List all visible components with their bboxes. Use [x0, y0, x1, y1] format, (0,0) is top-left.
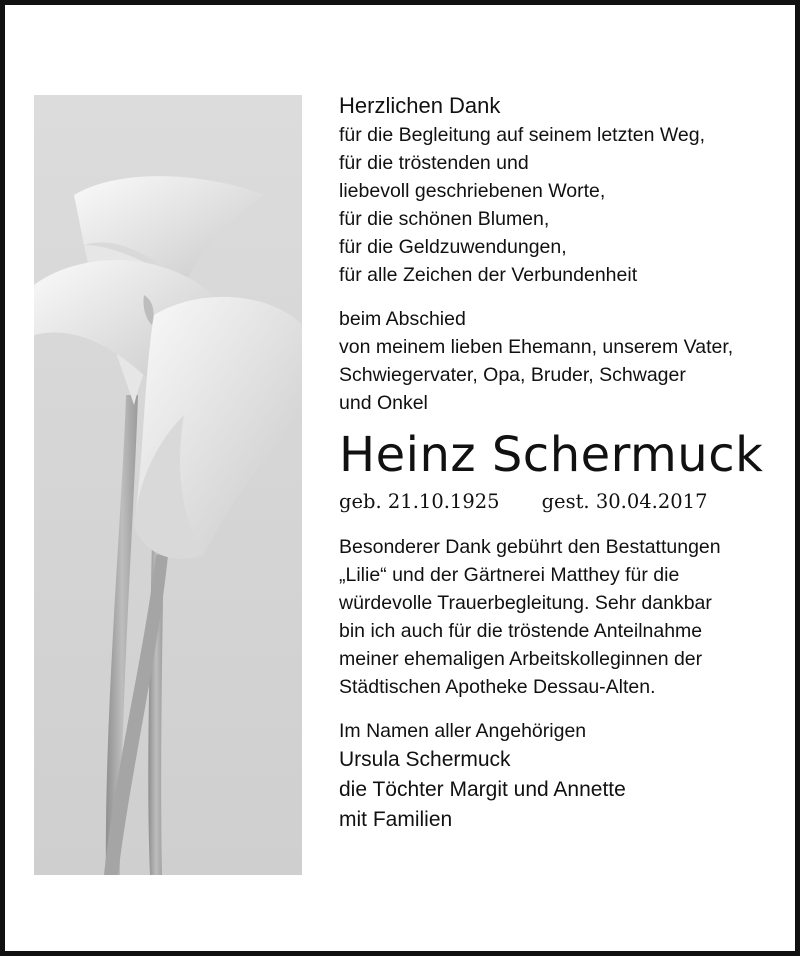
- farewell-line: von meinem lieben Ehemann, unserem Vater,: [339, 336, 734, 358]
- special-thanks-line: Besonderer Dank gebührt den Bestattungen: [339, 536, 721, 558]
- birth-date: geb. 21.10.1925: [339, 490, 500, 513]
- signature-line: mit Familien: [339, 808, 453, 831]
- death-date: gest. 30.04.2017: [541, 490, 708, 513]
- special-thanks-line: würdevolle Trauerbegleitung. Sehr dankbar: [339, 592, 712, 614]
- obituary-text: [339, 91, 779, 835]
- deceased-name: Heinz Schermuck: [339, 427, 764, 483]
- signature-line: Ursula Schermuck: [339, 748, 511, 771]
- farewell-line: und Onkel: [339, 392, 428, 414]
- signature-intro: Im Namen aller Angehörigen: [339, 720, 587, 742]
- farewell-line: beim Abschied: [339, 308, 466, 330]
- life-dates: [339, 487, 779, 517]
- special-thanks-line: „Lilie“ und der Gärtnerei Matthey für die: [339, 564, 680, 586]
- thanks-line: für die Geldzuwendungen,: [339, 236, 567, 258]
- calla-lily-photo: [34, 95, 302, 875]
- special-thanks-line: bin ich auch für die tröstende Anteilnahme: [339, 620, 703, 642]
- special-thanks-line: meiner ehemaligen Arbeitskolleginnen der: [339, 648, 703, 670]
- thanks-line: für die tröstenden und: [339, 152, 529, 174]
- thanks-line: für die schönen Blumen,: [339, 208, 550, 230]
- signature-line: die Töchter Margit und Annette: [339, 778, 626, 801]
- thanks-line: liebevoll geschriebenen Worte,: [339, 180, 606, 202]
- thanks-line: für die Begleitung auf seinem letzten Weg,: [339, 124, 706, 146]
- thanks-heading: Herzlichen Dank: [339, 93, 501, 118]
- thanks-line: für alle Zeichen der Verbundenheit: [339, 264, 638, 286]
- farewell-line: Schwiegervater, Opa, Bruder, Schwager: [339, 364, 686, 386]
- calla-lily-icon: [34, 95, 302, 875]
- special-thanks-line: Städtischen Apotheke Dessau-Alten.: [339, 676, 656, 698]
